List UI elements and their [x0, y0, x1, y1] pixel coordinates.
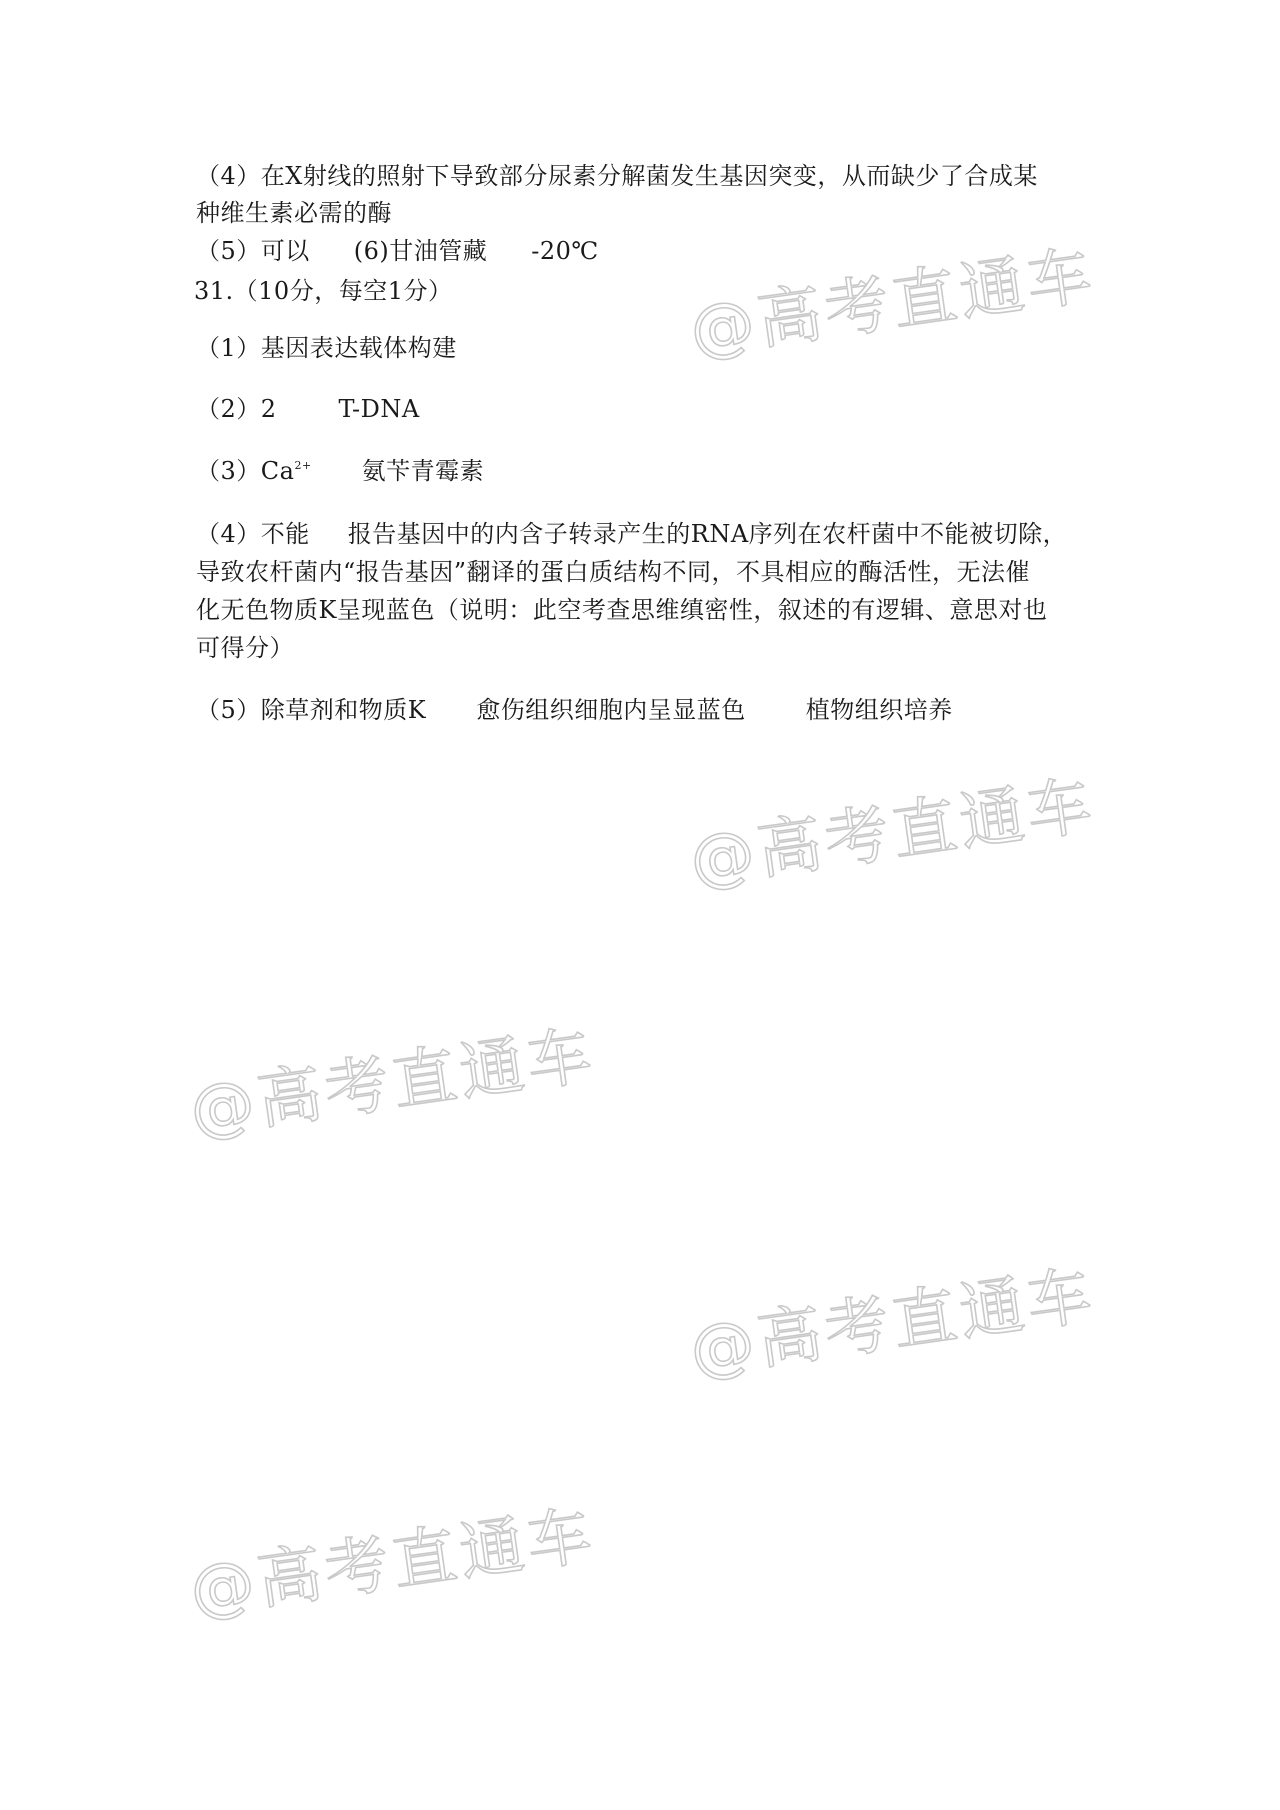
answer-line-31-5	[196, 694, 953, 726]
answer-line-30-4-cont	[196, 197, 392, 229]
text-31-5-technique: 植物组织培养	[805, 696, 953, 724]
text-31-2-tdna: T-DNA	[338, 395, 420, 423]
text-31-1: （1）基因表达载体构建	[196, 334, 457, 362]
answer-line-31-3	[196, 455, 484, 487]
watermark: @高考直通车	[185, 1018, 601, 1149]
answer-line-31-2	[196, 393, 420, 425]
text-31-4-cont1: 导致农杆菌内“报告基因”翻译的蛋白质结构不同，不具相应的酶活性，无法催	[196, 558, 1031, 586]
text-31-3-antibiotic: 氨苄青霉素	[361, 457, 485, 485]
text-30-5: （5）可以	[196, 237, 310, 265]
answer-line-31-4	[196, 518, 1067, 550]
text-31-4: （4）不能	[196, 520, 310, 548]
answer-line-30-4	[196, 160, 1038, 192]
answer-line-31-4-cont1	[196, 556, 1030, 588]
text-31-4-cont2: 化无色物质K呈现蓝色（说明：此空考查思维缜密性，叙述的有逻辑、意思对也	[196, 596, 1048, 624]
text-30-4: （4）在X射线的照射下导致部分尿素分解菌发生基因突变，从而缺少了合成某	[196, 162, 1038, 190]
answer-line-30-5-6	[196, 235, 599, 267]
text-31-5-observation: 愈伤组织细胞内呈显蓝色	[476, 696, 746, 724]
text-30-6: (6)甘油管藏	[353, 237, 488, 265]
watermark: @高考直通车	[685, 238, 1101, 369]
watermark: @高考直通车	[685, 768, 1101, 899]
watermark: @高考直通车	[185, 1498, 601, 1629]
answer-line-31-1	[196, 332, 457, 364]
text-31-4-reason: 报告基因中的内含子转录产生的RNA序列在农杆菌中不能被切除，	[347, 520, 1068, 548]
answer-line-31-4-cont2	[196, 594, 1047, 626]
answer-line-31-4-cont3	[196, 632, 294, 664]
text-31-3: （3）Ca	[196, 457, 295, 485]
text-31-4-cont3: 可得分）	[196, 634, 294, 662]
text-31-5: （5）除草剂和物质K	[196, 696, 427, 724]
question-31-header	[194, 275, 452, 307]
watermark: @高考直通车	[685, 1258, 1101, 1389]
text-31-header: 31.（10分，每空1分）	[194, 277, 453, 305]
text-31-2: （2）2	[196, 395, 277, 423]
text-30-6-temp: -20℃	[531, 237, 599, 265]
text-30-4-cont: 种维生素必需的酶	[196, 199, 392, 227]
text-31-3-sup: 2+	[294, 459, 312, 472]
